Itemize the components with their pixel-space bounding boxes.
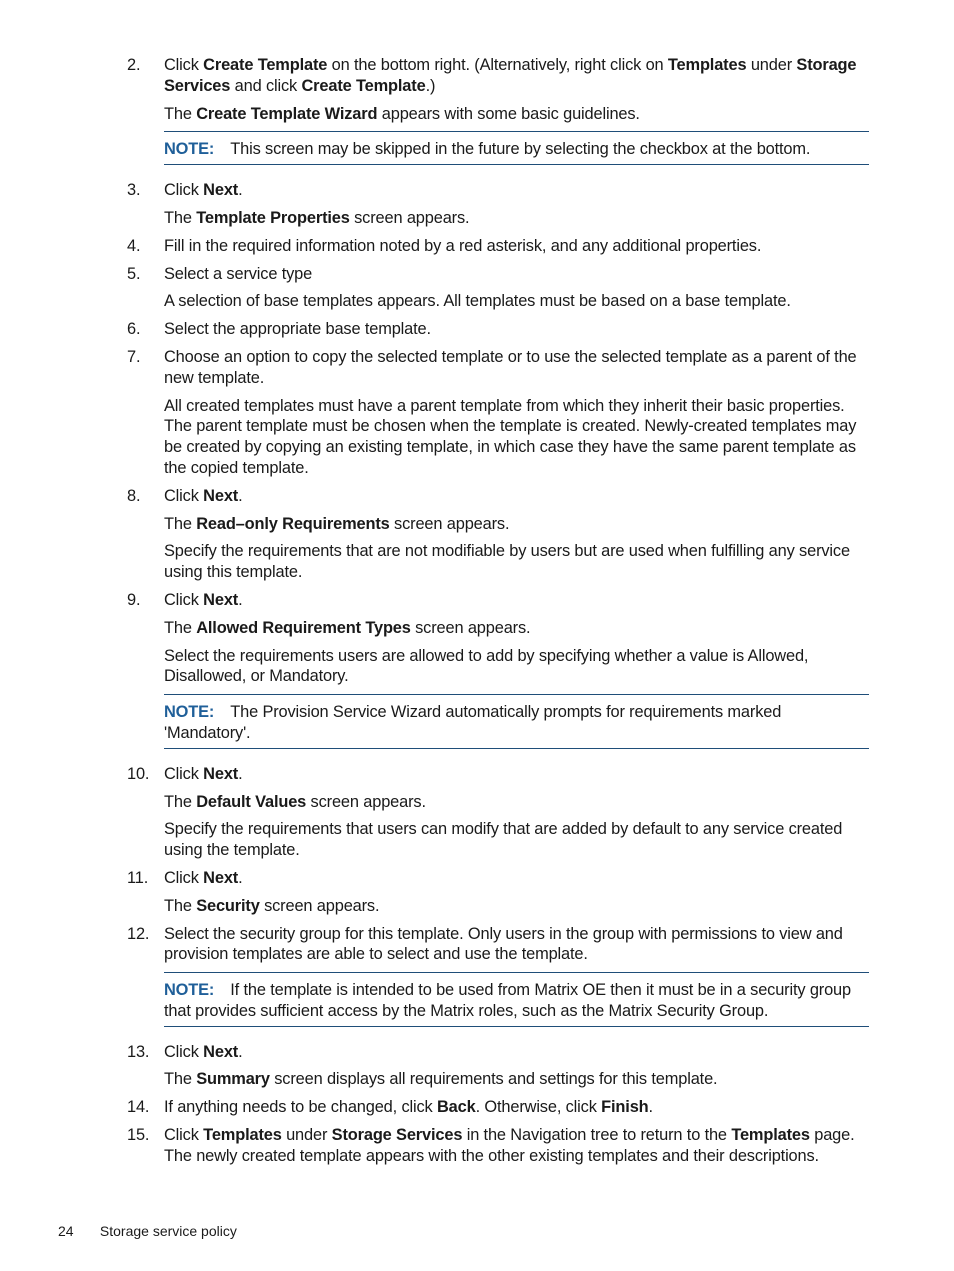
text-run: . bbox=[238, 764, 243, 783]
note-text: This screen may be skipped in the future by selecting the checkbox at the bottom. bbox=[230, 140, 811, 159]
text-run: under bbox=[746, 56, 797, 74]
text-run: All created templates must have a parent template from which they inherit their basic properties. The parent template must be chosen when the template is created. Newly-created templates may be created by copying an existing template, in which case they have the same parent template as the copied template. bbox=[164, 396, 857, 477]
text-run: Click bbox=[164, 868, 204, 887]
text-run: screen appears. bbox=[410, 618, 531, 637]
text-run: page. The newly created template appears with the other existing templates and their descriptions. bbox=[164, 1126, 855, 1165]
note-box bbox=[164, 694, 869, 749]
text-run: The bbox=[164, 618, 197, 637]
ui-term: Read–only Requirements bbox=[196, 514, 390, 533]
step-number: 3. bbox=[127, 181, 141, 200]
step-detail bbox=[164, 618, 869, 639]
ui-term: Next bbox=[203, 764, 239, 783]
text-run: on the bottom right. (Alternatively, right click on bbox=[327, 56, 668, 74]
text-run: A selection of base templates appears. All templates must be based on a base template. bbox=[164, 292, 791, 311]
text-run: The bbox=[164, 896, 197, 915]
ui-term: Templates bbox=[667, 56, 747, 74]
procedure-steps bbox=[127, 55, 869, 1174]
ui-term: Templates bbox=[731, 1126, 810, 1145]
note-text: The Provision Service Wizard automatically prompts for requirements marked 'Mandatory'. bbox=[164, 703, 782, 742]
step-text bbox=[164, 236, 869, 257]
ui-term: Back bbox=[436, 1098, 476, 1117]
step-detail bbox=[164, 541, 869, 583]
ui-term: Next bbox=[203, 590, 239, 609]
text-run: Click bbox=[164, 181, 204, 200]
step-detail bbox=[164, 1069, 869, 1090]
ui-term: Template Properties bbox=[196, 208, 350, 227]
text-run: . bbox=[238, 868, 243, 887]
step-number: 6. bbox=[127, 320, 141, 339]
list-item bbox=[127, 924, 869, 966]
step-number: 12. bbox=[127, 924, 150, 943]
list-item bbox=[127, 347, 869, 479]
step-text bbox=[164, 180, 869, 201]
ui-term: Summary bbox=[196, 1070, 270, 1089]
step-text bbox=[164, 264, 869, 285]
page-number: 24 bbox=[58, 1223, 74, 1239]
step-detail bbox=[164, 208, 869, 229]
text-run: screen displays all requirements and settings for this template. bbox=[269, 1070, 718, 1089]
text-run: Select the security group for this template. Only users in the group with permissions to view and provision templates are able to select and use the template. bbox=[164, 924, 843, 964]
step-detail bbox=[164, 104, 869, 125]
text-run: Specify the requirements that users can modify that are added by default to any service created using the template. bbox=[164, 820, 843, 860]
text-run: Click bbox=[164, 56, 204, 74]
step-number: 9. bbox=[127, 590, 141, 609]
step-number: 7. bbox=[127, 347, 141, 366]
step-number: 8. bbox=[127, 486, 141, 505]
list-item bbox=[127, 264, 869, 313]
text-run: screen appears. bbox=[349, 208, 470, 227]
text-run: The bbox=[164, 1070, 197, 1089]
text-run: The bbox=[164, 208, 197, 227]
ui-term: Next bbox=[203, 1042, 239, 1061]
text-run: Click bbox=[164, 1126, 204, 1145]
text-run: appears with some basic guidelines. bbox=[377, 104, 640, 123]
step-detail bbox=[164, 396, 869, 479]
note-label: NOTE: bbox=[164, 981, 215, 1000]
list-item bbox=[127, 236, 869, 257]
text-run: Select a service type bbox=[164, 264, 313, 283]
ui-term: Templates bbox=[203, 1126, 282, 1145]
ui-term: Next bbox=[203, 181, 239, 200]
step-number: 5. bbox=[127, 264, 141, 283]
text-run: . bbox=[238, 181, 243, 200]
text-run: screen appears. bbox=[389, 514, 510, 533]
step-text bbox=[164, 868, 869, 889]
note-label: NOTE: bbox=[164, 703, 215, 722]
step-text bbox=[164, 486, 869, 507]
text-run: Click bbox=[164, 764, 204, 783]
text-run: If anything needs to be changed, click bbox=[164, 1098, 437, 1117]
list-item bbox=[127, 486, 869, 583]
step-detail bbox=[164, 792, 869, 813]
step-text bbox=[164, 319, 869, 340]
text-run: screen appears. bbox=[306, 792, 426, 811]
step-number: 14. bbox=[127, 1098, 150, 1117]
text-run: . bbox=[238, 1042, 243, 1061]
step-number: 2. bbox=[127, 56, 141, 74]
text-run: . bbox=[238, 486, 243, 505]
ui-term: Default Values bbox=[196, 792, 307, 811]
step-text bbox=[164, 590, 869, 611]
step-detail bbox=[164, 896, 869, 917]
step-detail bbox=[164, 514, 869, 535]
step-detail bbox=[164, 819, 869, 861]
text-run: Fill in the required information noted by a red asterisk, and any additional properties. bbox=[164, 236, 762, 255]
text-run: Specify the requirements that are not modifiable by users but are used when fulfilling any service using this template. bbox=[164, 542, 850, 582]
ui-term: Next bbox=[203, 868, 239, 887]
list-item bbox=[127, 764, 869, 861]
step-number: 10. bbox=[127, 764, 150, 783]
ui-term: Create Template Wizard bbox=[196, 104, 378, 123]
text-run: under bbox=[281, 1126, 332, 1145]
note-label: NOTE: bbox=[164, 140, 215, 159]
ui-term: Finish bbox=[601, 1098, 649, 1117]
text-run: in the Navigation tree to return to the bbox=[462, 1126, 732, 1145]
step-text bbox=[164, 1097, 869, 1118]
text-run: . Otherwise, click bbox=[475, 1098, 602, 1117]
step-number: 11. bbox=[127, 868, 149, 887]
text-run: The bbox=[164, 104, 197, 123]
step-number: 15. bbox=[127, 1126, 150, 1145]
text-run: Click bbox=[164, 1042, 204, 1061]
step-detail bbox=[164, 646, 869, 688]
page-footer bbox=[58, 1222, 237, 1240]
step-text bbox=[164, 924, 869, 966]
ui-term: Storage Services bbox=[164, 56, 857, 95]
text-run: .) bbox=[425, 76, 436, 95]
list-item bbox=[127, 55, 869, 124]
text-run: and click bbox=[230, 76, 302, 95]
step-number: 13. bbox=[127, 1042, 150, 1061]
note-text: If the template is intended to be used from Matrix OE then it must be in a security group that provides sufficient access by the Matrix roles, such as the Matrix Security Group. bbox=[164, 981, 851, 1020]
footer-section-title: Storage service policy bbox=[99, 1223, 237, 1239]
list-item bbox=[127, 319, 869, 340]
text-run: Click bbox=[164, 486, 204, 505]
text-run: screen appears. bbox=[259, 896, 380, 915]
step-detail bbox=[164, 291, 869, 312]
ui-term: Storage Services bbox=[331, 1126, 463, 1145]
list-item bbox=[127, 1097, 869, 1118]
text-run: . bbox=[238, 590, 243, 609]
text-run: . bbox=[648, 1098, 653, 1117]
ui-term: Allowed Requirement Types bbox=[196, 618, 411, 637]
text-run: The bbox=[164, 792, 197, 811]
text-run: The bbox=[164, 514, 197, 533]
step-text bbox=[164, 764, 869, 785]
list-item bbox=[127, 868, 869, 917]
ui-term: Create Template bbox=[203, 56, 328, 74]
ui-term: Create Template bbox=[301, 76, 426, 95]
ui-term: Next bbox=[203, 486, 239, 505]
step-number: 4. bbox=[127, 236, 141, 255]
list-item bbox=[127, 1042, 869, 1091]
list-item bbox=[127, 180, 869, 229]
list-item bbox=[127, 1125, 869, 1167]
ui-term: Security bbox=[196, 896, 260, 915]
text-run: Select the appropriate base template. bbox=[164, 320, 431, 339]
step-text bbox=[164, 1042, 869, 1063]
step-text bbox=[164, 347, 869, 389]
text-run: Select the requirements users are allowed to add by specifying whether a value is Allowed, Disallowed, or Mandatory. bbox=[164, 646, 809, 686]
text-run: Click bbox=[164, 590, 204, 609]
text-run: Choose an option to copy the selected template or to use the selected template as a parent of the new template. bbox=[164, 347, 857, 387]
note-box bbox=[164, 972, 869, 1027]
step-text bbox=[164, 55, 869, 97]
step-text bbox=[164, 1125, 869, 1167]
list-item bbox=[127, 590, 869, 687]
note-box bbox=[164, 131, 869, 165]
